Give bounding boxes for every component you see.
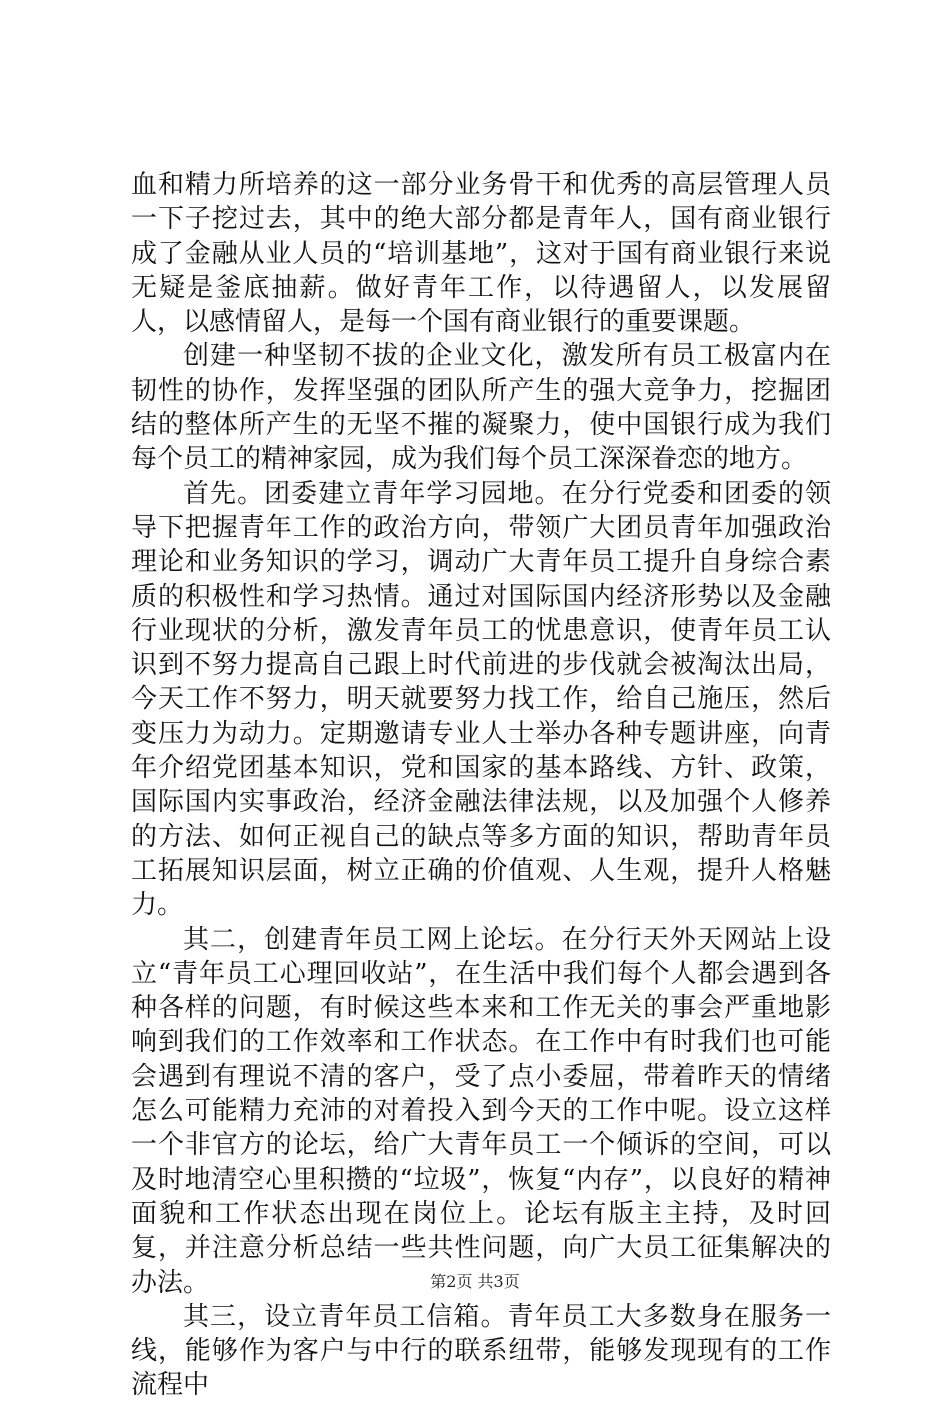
paragraph-4: 其二，创建青年员工网上论坛。在分行天外天网站上设立“青年员工心理回收站”，在生活中我们每个人都会遇到各种各样的问题，有时候这些本来和工作无关的事会严重地影响到我们的工作效率和工作状态。在工作中有时我们也可能会遇到有理说不清的客户，受了点小委屈，带着昨天的情绪怎么可能精力充沛的对着投入到今天的工作中呢。设立这样一个非官方的论坛，给广大青年员工一个倾诉的空间，可以及时地清空心里积攒的“垃圾”，恢复“内存”，以良好的精神面貌和工作状态出现在岗位上。论坛有版主主持，及时回复，并注意分析总结一些共性问题，向广大员工征集解决的办法。 [131,924,831,1298]
paragraph-5: 其三，设立青年员工信箱。青年员工大多数身在服务一线，能够作为客户与中行的联系纽带，能够发现现有的工作流程中 [131,1301,831,1401]
paragraph-1: 血和精力所培养的这一部分业务骨干和优秀的高层管理人员一下子挖过去，其中的绝大部分都是青年人，国有商业银行成了金融从业人员的“培训基地”，这对于国有商业银行来说无疑是釜底抽薪。做好青年工作，以待遇留人，以发展留人，以感情留人，是每一个国有商业银行的重要课题。 [131,170,831,338]
body-text [131,168,831,1403]
paragraph-2: 创建一种坚韧不拔的企业文化，激发所有员工极富内在韧性的协作，发挥坚强的团队所产生的强大竞争力，挖掘团结的整体所产生的无坚不摧的凝聚力，使中国银行成为我们每个员工的精神家园，成为我们每个员工深深眷恋的地方。 [131,341,831,475]
paragraph-3: 首先。团委建立青年学习园地。在分行党委和团委的领导下把握青年工作的政治方向，带领广大团员青年加强政治理论和业务知识的学习，调动广大青年员工提升自身综合素质的积极性和学习热情。通过对国际国内经济形势以及金融行业现状的分析，激发青年员工的忧患意识，使青年员工认识到不努力提高自己跟上时代前进的步伐就会被淘汰出局，今天工作不努力，明天就要努力找工作，给自己施压，然后变压力为动力。定期邀请专业人士举办各种专题讲座，向青年介绍党团基本知识，党和国家的基本路线、方针、政策，国际国内实事政治，经济金融法律法规，以及加强个人修养的方法、如何正视自己的缺点等多方面的知识，帮助青年员工拓展知识层面，树立正确的价值观、人生观，提升人格魅力。 [131,478,831,921]
page-footer: 第2页 共3页 [430,1272,520,1291]
